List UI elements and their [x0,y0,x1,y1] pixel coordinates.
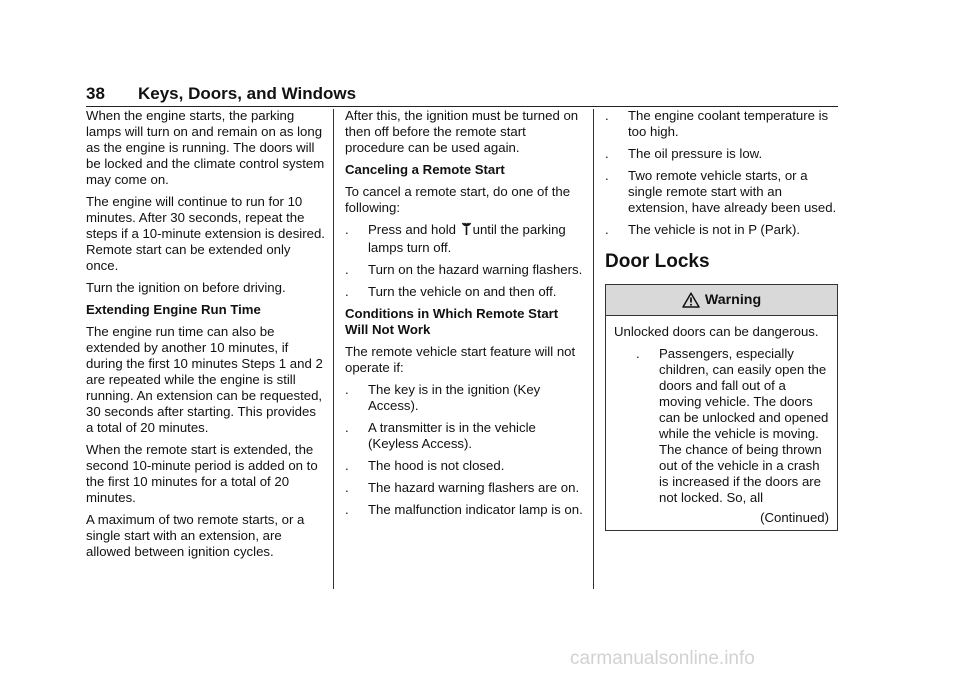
column-3 [605,108,841,531]
bullet: . [345,420,349,435]
list-item [605,168,841,216]
paragraph: A maximum of two remote starts, or a single start with an extension, are allowed between ignition cycles. [86,512,305,559]
list-item-text: Turn the vehicle on and then off. [368,284,557,299]
bullet: . [605,168,609,183]
bullet: . [605,108,609,123]
bullet: . [345,222,349,237]
paragraph: Turn the ignition on before driving. [86,280,286,295]
list-item [605,146,841,162]
list-item-text: until the parking lamps turn off. [368,222,566,255]
bullet: . [605,222,609,237]
warning-triangle-icon [682,292,700,308]
column-divider-1 [333,109,334,589]
paragraph: The engine run time can also be extended by another 10 minutes, if during the first 10 minutes Steps 1 and 2 are repeated while the engine is still running. An extension can be requested, 30 seconds after starting. This provides a total of 20 minutes. [86,324,323,435]
header-rule [86,106,838,107]
bullet: . [636,346,640,361]
bullet: . [345,382,349,397]
list-item-text: The hazard warning flashers are on. [368,480,580,495]
paragraph: After this, the ignition must be turned on then off before the remote start procedure can be used again. [345,108,579,155]
paragraph: The engine will continue to run for 10 minutes. After 30 seconds, repeat the steps if a 10-minute extension is desired. Remote start can be extended only once. [86,194,325,273]
column-divider-2 [593,109,594,589]
list-item-text: The malfunction indicator lamp is on. [368,502,583,517]
paragraph: When the engine starts, the parking lamps will turn on and remain on as long as the engine is running. The doors will be locked and the climate control system may come on. [86,108,325,187]
bullet: . [345,284,349,299]
column-2 [345,108,583,524]
list-item [345,382,583,414]
section-title-door-locks: Door Locks [605,251,710,272]
warning-intro: Unlocked doors can be dangerous. [614,324,819,339]
list-item-text: A transmitter is in the vehicle (Keyless Access). [368,420,536,451]
bullet: . [345,502,349,517]
list-item [345,420,583,452]
list-item-text: The engine coolant temperature is too high. [628,108,829,139]
list-item-text: Passengers, especially children, can easily open the doors and fall out of a moving vehicle. The doors can be unlocked and opened while the vehicle is moving. The chance of being thrown out of the vehicle in a crash is increased if the doors are not locked. So, all [659,346,829,505]
list-item [345,480,583,496]
list-item [345,502,583,518]
list-item-text: The vehicle is not in P (Park). [628,222,800,237]
subheading-canceling-remote-start: Canceling a Remote Start [345,162,505,177]
subheading-conditions: Conditions in Which Remote Start Will Not Work [345,306,559,337]
watermark: carmanualsonline.info [570,648,755,669]
list-item-text: Press and hold [368,222,460,237]
warning-body [606,316,837,530]
list-item [345,262,583,278]
paragraph: When the remote start is extended, the second 10-minute period is added on to the first 10 minutes for a total of 20 minutes. [86,442,318,505]
list-item [345,284,583,300]
bullet: . [345,458,349,473]
list-item [345,458,583,474]
continued-label: (Continued) [760,510,829,525]
list-item [605,222,841,238]
warning-title: Warning [704,292,762,308]
warning-box [605,284,838,531]
paragraph: The remote vehicle start feature will not operate if: [345,344,576,375]
list-item [605,108,841,140]
list-item-text: The key is in the ignition (Key Access). [368,382,541,413]
page-title: Keys, Doors, and Windows [138,84,357,103]
column-1 [86,108,326,566]
bullet: . [345,262,349,277]
paragraph: To cancel a remote start, do one of the following: [345,184,571,215]
bullet: . [605,146,609,161]
remote-start-icon [461,222,472,240]
list-item-text: The hood is not closed. [368,458,505,473]
list-item-text: The oil pressure is low. [628,146,763,161]
list-item [636,346,829,506]
subheading-extending-run-time: Extending Engine Run Time [86,302,261,317]
page-number: 38 [86,84,105,103]
page-header [86,82,838,106]
list-item-text: Turn on the hazard warning flashers. [368,262,583,277]
list-item-text: Two remote vehicle starts, or a single remote start with an extension, have already been used. [628,168,837,215]
list-item [345,222,583,256]
bullet: . [345,480,349,495]
warning-header [606,285,837,316]
